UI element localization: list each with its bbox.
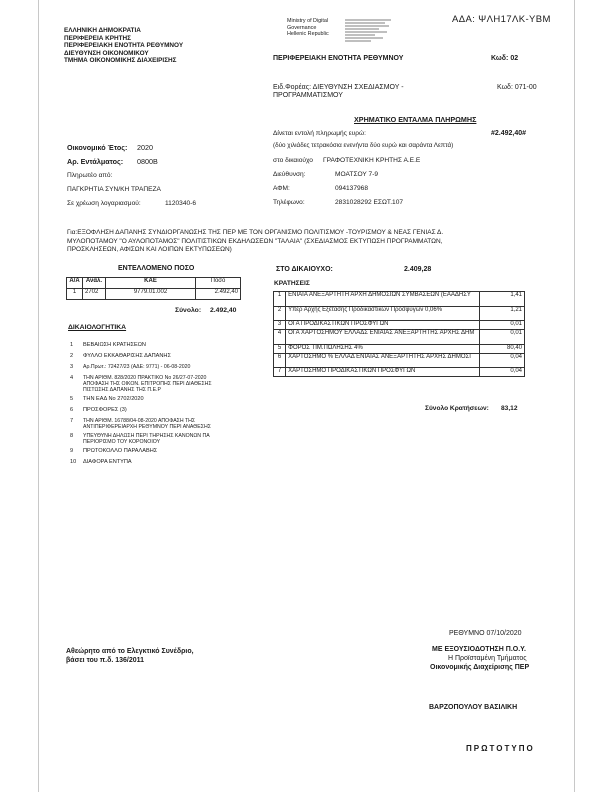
signature-scribble [345,18,397,50]
cell-kae: 9779.01.002 [106,289,196,300]
role-line: Η Προϊσταμένη Τμήματος [448,655,527,662]
doc-text: ΤΗΝ ΕΑΔ Νο 2702/2020 [83,396,144,402]
table-header-row [67,278,241,289]
deduction-num: 6 [274,353,286,368]
doc-text: ΒΕΒΑΙΩΣΗ ΚΡΑΤΗΣΕΩΝ [83,342,146,348]
account-label: Σε χρέωση λογαριασμού: [67,200,141,207]
afm-value: 094137968 [335,185,369,192]
doc-num: 10 [70,459,77,465]
description-line: ΜΥΛΟΠΟΤΑΜΟΥ "Ο ΑΥΛΟΠΟΤΑΜΟΣ" ΠΟΛΙΤΙΣΤΙΚΩΝ ΕΚΔΗΛΩΣΕΩΝ "ΤΑΛΑΙΑ" (ΣΧΕΔΙΑΣΜΟΣ ΕΚΤΥΠΩΣΗ ΠΡΟΓΡΑΜΜΑΤΩΝ, [67,237,443,245]
ordered-amount-table [66,277,241,300]
special-body: Ειδ.Φορέας: ΔΙΕΥΘΥΝΣΗ ΣΧΕΔΙΑΣΜΟΥ - [273,84,404,91]
deductions-total-value: 83,12 [501,405,518,412]
deduction-num: 5 [274,344,286,353]
signature-org-line: Governance [287,24,317,31]
doc-num: 4 [70,375,74,381]
ordered-total-label: Σύνολο: [175,307,202,314]
signature-org-line: Ministry of Digital [287,18,329,24]
deductions-total-label: Σύνολο Κρατήσεων: [425,405,489,412]
phone-label: Τηλέφωνο: [273,199,305,206]
deduction-value: 0,04 [479,353,524,368]
order-amount: #2.492,40# [491,130,527,137]
deduction-num: 4 [274,330,286,345]
deduction-value: 80,40 [479,344,524,353]
payable-from-label: Πληρωτέο από: [67,172,113,179]
delegation: ΜΕ ΕΞΟΥΣΙΟΔΟΤΗΣΗ Π.Ο.Υ. [432,646,526,653]
header-unit-code: Κωδ: 02 [491,55,519,62]
address-label: Διεύθυνση: [273,171,306,178]
doc-num: 2 [70,353,74,359]
description-line: Για:ΕΞΟΦΛΗΣΗ ΔΑΠΑΝΗΣ ΣΥΝΔΙΟΡΓΑΝΩΣΗΣ ΤΗΣ ΠΕΡ ΜΕ ΤΟΝ ΟΡΓΑΝΙΣΜΟ ΠΟΛΙΤΙΣΜΟΥ -ΤΟΥΡΙΣΜΟΥ & ΝΕΑΣ ΓΕΝΙΑΣ Δ. [67,229,444,236]
deduction-label: ΟΓΑ ΠΡΟΔΙΚΑΣΤΙΚΩΝ ΠΡΟΣΦΥΓΩΝ [286,321,480,330]
col-amount: Ποσό [196,278,241,289]
original-stamp: ΠΡΩΤΟΤΥΠΟ [466,744,535,753]
to-beneficiary-value: 2.409,28 [404,266,432,273]
beneficiary-name: ΓΡΑΦΟΤΕΧΝΙΚΗ ΚΡΗΤΗΣ Α.Ε.Ε [323,157,421,164]
table-row [274,306,525,321]
table-row [67,289,241,300]
afm-label: ΑΦΜ: [273,185,290,192]
deduction-value: 0,01 [479,330,524,345]
amount-in-words: (δύο χιλιάδες τετρακόσια ενενήντα δύο ευρώ και σαράντα Λεπτά) [273,142,454,149]
ordered-amount-title: ΕΝΤΕΛΛΟΜΕΝΟ ΠΟΣΟ [118,265,195,272]
doc-num: 1 [70,342,74,348]
signatory-name: ΒΑΡΖΟΠΟΥΛΟΥ ΒΑΣΙΛΙΚΗ [429,704,518,711]
doc-text: Αρ.Πρωτ.: 72427/23 (ΑΔΕ: 9771) - 06-08-2020 [83,364,191,370]
deduction-value: 1,21 [479,306,524,321]
table-row [274,330,525,345]
deduction-label: ΧΑΡΤΟΣΗΜΟ ΠΡΟΔΙΚΑΣΤΙΚΩΝ ΠΡΟΣΦΥΓΩΝ [286,368,480,377]
col-kae: ΚΑΕ [106,278,196,289]
address-value: ΜΟΑΤΣΟΥ 7-9 [335,171,379,178]
doc-num: 9 [70,448,74,454]
cell-aa: 1 [67,289,83,300]
doc-text: ΤΗΝ ΑΡΙΘΜ. 16788/04-08-2020 ΑΠΟΦΑΣΗ ΤΗΣ ΑΝΤΙΠΕΡΙΦΕΡΕΙΑΡΧΗ ΡΕΘΥΜΝΟΥ ΠΕΡΙ ΑΝΑΘΕΣΗΣ [83,418,211,430]
table-row [274,353,525,368]
scan-edge-right [574,0,575,792]
doc-text: ΔΙΑΦΟΡΑ ΕΝΤΥΠΑ [83,459,132,465]
deduction-label: Υπέρ Αρχής Εξέτασης Προδικαστικών Προσφυγών 0,06% [286,306,480,321]
signature-org-line: Hellenic Republic [287,31,329,37]
issuer-line: ΤΜΗΜΑ ΟΙΚΟΝΟΜΙΚΗΣ ΔΙΑΧΕΙΡΙΣΗΣ [64,57,177,64]
doc-text: ΠΡΟΣΦΟΡΕΣ (3) [83,407,127,413]
special-body-cont: ΠΡΟΓΡΑΜΜΑΤΙΣΜΟΥ [273,92,343,99]
table-row [274,344,525,353]
doc-num: 7 [70,418,74,424]
deduction-num: 7 [274,368,286,377]
ada-code: ΑΔΑ: ΨΛΗ17ΛΚ-ΥΒΜ [452,14,551,25]
cell-anal: 2702 [83,289,106,300]
special-body-code: Κωδ: 071-00 [497,84,537,91]
warrant-no-value: 0800Β [137,157,158,166]
col-aa: Α/Α [67,278,83,289]
deduction-label: ΟΓΑ ΧΑΡΤΟΣΗΜΟΥ ΕΛΛΑΔΣ ΕΝΙΑΙΑΣ ΑΝΕΞΑΡΤΗΤΗΣ ΑΡΧΗΣ ΔΗΜ [286,330,480,345]
scan-edge-left [38,0,39,792]
deduction-label: ΧΑΡΤΟΣΗΜΟ % ΕΛΛΑΔ ΕΝΙΑΙΑΣ ΑΝΕΞΑΡΤΗΤΗΣ ΑΡΧΗΣ ΔΗΜΟΣΙ [286,353,480,368]
fiscal-year-value: 2020 [137,143,153,152]
issuer-line: ΠΕΡΙΦΕΡΕΙΑ ΚΡΗΤΗΣ [64,34,131,42]
deduction-label: ΦΟΡΟΣ ΤΙΜ.ΠΩΛΗΣΗΣ 4% [286,344,480,353]
deduction-value: 0,01 [479,321,524,330]
place-date: ΡΕΘΥΜΝΟ 07/10/2020 [449,630,522,637]
deduction-num: 2 [274,306,286,321]
header-unit: ΠΕΡΙΦΕΡΕΙΑΚΗ ΕΝΟΤΗΤΑ ΡΕΘΥΜΝΟΥ [273,55,404,62]
issuer-line: ΠΕΡΙΦΕΡΕΙΑΚΗ ΕΝΟΤΗΤΑ ΡΕΘΥΜΝΟΥ [64,42,184,49]
table-row [274,292,525,307]
deduction-num: 3 [274,321,286,330]
order-text: Δίνεται εντολή πληρωμής ευρώ: [273,130,366,137]
supporting-docs-title: ΔΙΚΑΙΟΛΟΓΗΤΙΚΑ [68,324,127,331]
ordered-total-value: 2.492,40 [210,307,237,314]
deduction-value: 1,41 [479,292,524,307]
deduction-value: 0,04 [479,368,524,377]
beneficiary-label: στο δικαιούχο [273,157,313,164]
issuer-line: ΕΛΛΗΝΙΚΗ ΔΗΜΟΚΡΑΤΙΑ [64,27,141,34]
exempt-line: βάσει του π.δ. 136/2011 [66,657,145,664]
description-line: ΠΡΟΣΚΛΗΣΕΩΝ, ΑΦΙΣΩΝ ΚΑΙ ΛΟΙΠΩΝ ΕΚΤΥΠΩΣΕΩΝ) [67,246,232,253]
doc-text: ΥΠΕΥΘΥΝΗ ΔΗΛΩΣΗ ΠΕΡΙ ΤΗΡΗΣΗΣ ΚΑΝΟΝΩΝ ΠΑ ΠΕΡΙΟΡΙΣΜΟ ΤΟΥ ΚΟΡΟΝΟΙΟΥ [83,433,210,445]
col-anal: Ανάλ. [83,278,106,289]
fiscal-year-label: Οικονομικό Έτος: [67,143,128,152]
phone-value: 2831028292 ΕΣΩΤ.107 [335,199,404,206]
issuer-line: ΔΙΕΥΘΥΝΣΗ ΟΙΚΟΝΟΜΙΚΟΥ [64,49,149,57]
table-row [274,321,525,330]
exempt-line: Αθεώρητο από το Ελεγκτικό Συνέδριο, [66,648,194,655]
deductions-title: ΚΡΑΤΗΣΕΙΣ [274,280,310,287]
doc-num: 6 [70,407,74,413]
doc-num: 8 [70,433,74,439]
cell-amount: 2.492,40 [196,289,241,300]
deduction-label: ΕΝΙΑΙΑ ΑΝΕΞΑΡΤΗΤΗ ΑΡΧΗ ΔΗΜΟΣΙΩΝ ΣΥΜΒΑΣΕΩΝ (ΕΑΑΔΗΣΥ [286,292,480,307]
warrant-no-label: Αρ. Εντάλματος: [67,157,124,166]
deduction-num: 1 [274,292,286,307]
bank-name: ΠΑΓΚΡΗΤΙΑ ΣΥΝ/ΚΗ ΤΡΑΠΕΖΑ [67,186,161,193]
account-value: 1120340-6 [165,200,197,207]
document-title: ΧΡΗΜΑΤΙΚΟ ΕΝΤΑΛΜΑ ΠΛΗΡΩΜΗΣ [354,115,477,124]
doc-text: ΦΥΛΛΟ ΕΚΚΑΘΑΡΙΣΗΣ ΔΑΠΑΝΗΣ [83,353,171,359]
to-beneficiary-label: ΣΤΟ ΔΙΚΑΙΟΥΧΟ: [276,266,333,273]
doc-text: ΠΡΩΤΟΚΟΛΛΟ ΠΑΡΑΛΑΒΗΣ [83,448,158,454]
table-row [274,368,525,377]
deductions-table [273,291,525,377]
doc-num: 5 [70,396,74,402]
role-line: Οικονομικής Διαχείρισης ΠΕΡ [430,664,530,671]
doc-text: ΤΗΝ ΑΡΙΘΜ. 828/2020 ΠΡΑΚΤΙΚΟ Νο 26/27-07-2020 ΑΠΟΦΑΣΗ ΤΗΣ ΟΙΚΟΝ. ΕΠΙΤΡΟΠΗΣ ΠΕΡΙ ΔΙΑΘΕΣΗΣ ΠΙΣΤΩΣΗΣ ΔΑΠΑΝΗΣ ΤΗΣ Π.Ε.Ρ [83,375,212,393]
doc-num: 3 [70,364,74,370]
digital-signature-stamp [287,18,399,58]
